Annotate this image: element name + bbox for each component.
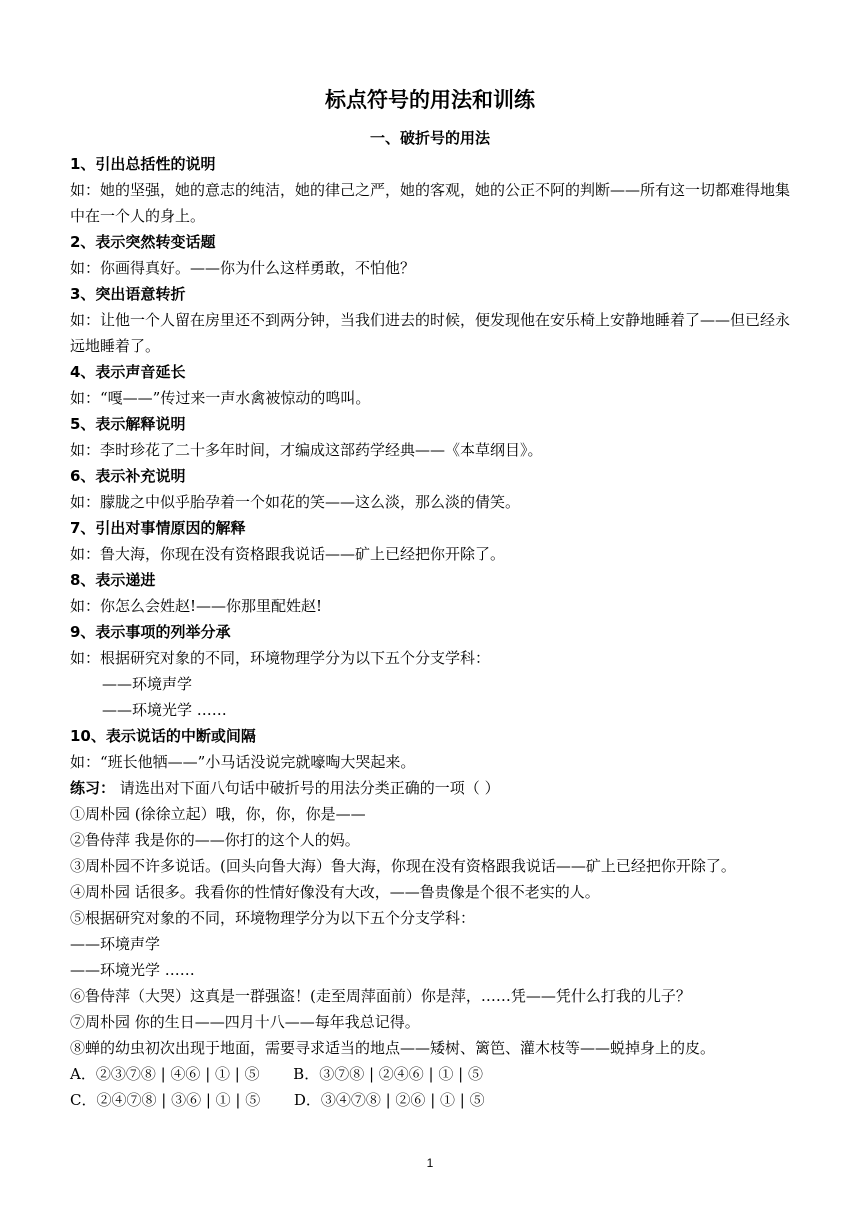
page-title: 标点符号的用法和训练 [325,88,535,112]
item-heading: 1、引出总括性的说明 [70,155,216,173]
item-example: 如：鲁大海，你现在没有资格跟我说话——矿上已经把你开除了。 [70,545,506,563]
exercise-sentence: ③周朴园不许多说话。(回头向鲁大海）鲁大海，你现在没有资格跟我说话——矿上已经把你开除了。 [70,857,736,875]
item-example: 如：你画得真好。——你为什么这样勇敢，不怕他？ [70,259,416,277]
exercise-sentence: ⑤根据研究对象的不同，环境物理学分为以下五个分支学科： [70,909,476,927]
exercise-sentence: ——环境光学 …… [70,961,195,979]
exercise-sentence: ④周朴园 话很多。我看你的性情好像没有大改，——鲁贵像是个很不老实的人。 [70,883,600,901]
item-example: 如：“嘎——”传过来一声水禽被惊动的鸣叫。 [70,389,371,407]
item-heading: 3、突出语意转折 [70,285,186,303]
exercise-prompt: 请选出对下面八句话中破折号的用法分类正确的一项（ ） [119,779,500,797]
option-b: B．③⑦⑧ | ②④⑥ | ① | ⑤ [293,1065,483,1083]
item-example: 如：你怎么会姓赵!——你那里配姓赵! [70,597,323,615]
item-heading: 8、表示递进 [70,571,156,589]
options-row [70,1061,800,1087]
option-a: A．②③⑦⑧ | ④⑥ | ① | ⑤ [70,1065,260,1083]
option-d: D．③④⑦⑧ | ②⑥ | ① | ⑤ [293,1091,485,1109]
item-heading: 4、表示声音延长 [70,363,186,381]
exercise-sentence: ⑦周朴园 你的生日——四月十八——每年我总记得。 [70,1013,420,1031]
exercise-prompt-line [70,775,800,801]
item-heading: 9、表示事项的列举分承 [70,623,231,641]
item-heading: 6、表示补充说明 [70,467,186,485]
document-body [70,151,800,1113]
item-example: 如：朦胧之中似乎胎孕着一个如花的笑——这么淡，那么淡的倩笑。 [70,493,521,511]
exercise-label: 练习： [70,779,116,797]
list-item: ——环境声学 [102,675,193,693]
exercise-sentence: ②鲁侍萍 我是你的——你打的这个人的妈。 [70,831,360,849]
exercise-sentence: ①周朴园 (徐徐立起）哦，你，你，你是—— [70,805,366,823]
item-example: 如：让他一个人留在房里还不到两分钟，当我们进去的时候，便发现他在安乐椅上安静地睡着了——但已经永远地睡着了。 [70,311,791,355]
item-heading: 2、表示突然转变话题 [70,233,216,251]
exercise-sentence: ——环境声学 [70,935,161,953]
section-title: 一、破折号的用法 [369,129,490,147]
item-example: 如：“班长他牺——”小马话没说完就嚎啕大哭起来。 [70,753,416,771]
item-heading: 10、表示说话的中断或间隔 [70,727,256,745]
item-example: 如：根据研究对象的不同，环境物理学分为以下五个分支学科： [70,649,491,667]
option-c: C．②④⑦⑧ | ③⑥ | ① | ⑤ [70,1091,261,1109]
item-heading: 5、表示解释说明 [70,415,186,433]
page-number: 1 [426,1156,434,1170]
item-example: 如：李时珍花了二十多年时间，才编成这部药学经典——《本草纲目》。 [70,441,543,459]
item-heading: 7、引出对事情原因的解释 [70,519,246,537]
options-row [70,1087,800,1113]
item-example: 如：她的坚强，她的意志的纯洁，她的律己之严，她的客观，她的公正不阿的判断——所有这一切都难得地集中在一个人的身上。 [70,181,791,225]
exercise-sentence: ⑥鲁侍萍（大哭）这真是一群强盗！(走至周萍面前）你是萍，……凭——凭什么打我的儿子？ [70,987,691,1005]
exercise-sentence: ⑧蝉的幼虫初次出现于地面，需要寻求适当的地点——矮树、篱笆、灌木枝等——蜕掉身上的皮。 [70,1039,716,1057]
list-item: ——环境光学 …… [102,701,227,719]
